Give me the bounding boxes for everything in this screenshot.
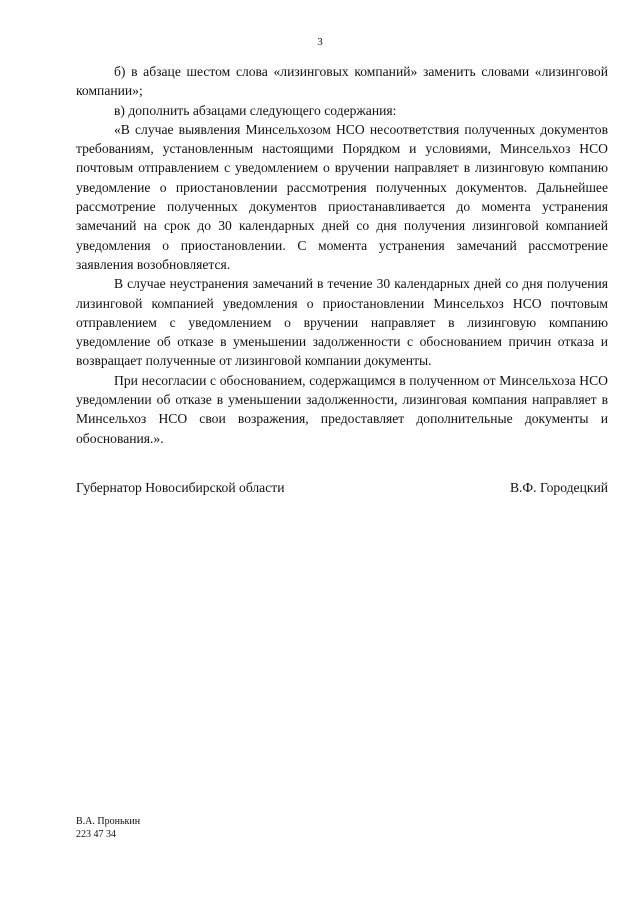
contact-name: В.А. Пронькин [76,816,141,827]
paragraph-non-elimination: В случае неустранения замечаний в течение 30 календарных дней со дня получения лизинговой компанией уведомления о приостановлении Минсельхоз НСО почтовым отправлением с уведомлением о вручении направляет в лизинговую компанию уведомление об отказе в уменьшении задолженности с обоснованием причин отказа и возвращает полученные от лизинговой компании документы. [76,276,608,369]
paragraph-disagreement: При несогласии с обоснованием, содержащимся в полученном от Минсельхоза НСО уведомлении об отказе в уменьшении задолженности, лизинговая компания направляет в Минсельхоз НСО свои возражения, предоставляет дополнительные документы и обоснования.». [76,372,608,446]
signatory-position: Губернатор Новосибирской области [76,480,285,495]
contact-phone: 223 47 34 [76,828,116,840]
paragraph-amendment-b: б) в абзаце шестом слова «лизинговых компаний» заменить словами «лизинговой компании»; [76,64,608,99]
page-number: 3 [317,36,323,48]
paragraph-amendment-v: в) дополнить абзацами следующего содержания: [114,102,397,118]
document-body [76,62,608,448]
signature-block [76,478,608,497]
paragraph-inconsistency: «В случае выявления Минсельхозом НСО несоответствия полученных документов требованиям, установленным настоящими Порядком и условиями, Минсельхоз НСО почтовым отправлением с уведомлением о вручении направляет в лизинговую компанию уведомление о приостановлении рассмотрения полученных документов. Дальнейшее рассмотрение полученных документов приостанавливается до момента устранения замечаний на срок до 30 календарных дней со дня получения лизинговой компанией уведомления о приостановлении. С момента устранения замечаний рассмотрение заявления возобновляется. [76,121,608,272]
contact-block [76,816,140,841]
signatory-name: В.Ф. Городецкий [509,480,608,495]
